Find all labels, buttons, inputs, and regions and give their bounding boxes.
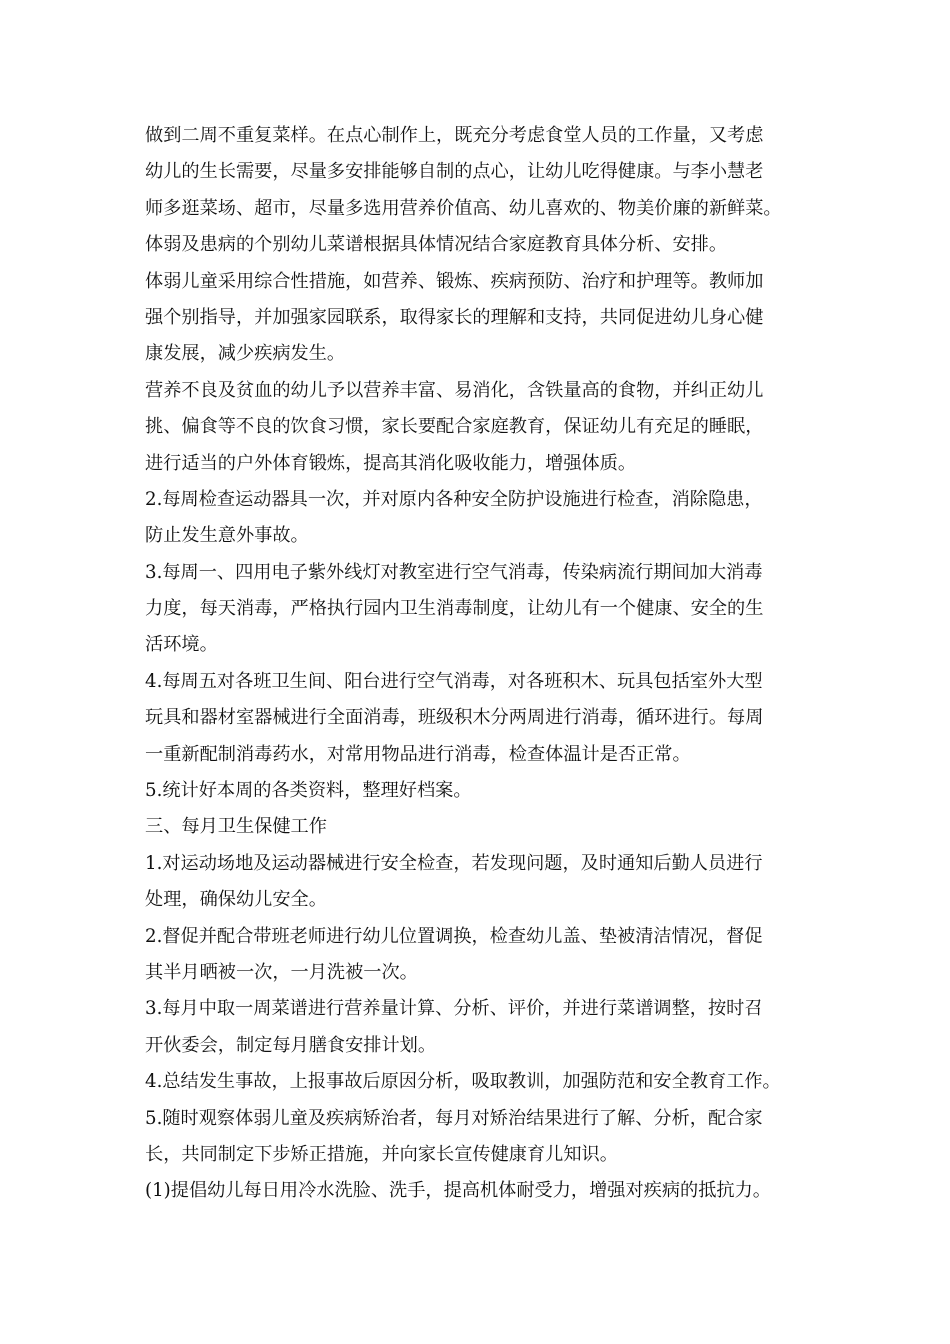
text-line: 处理，确保幼儿安全。: [145, 889, 327, 911]
text-line: 开伙委会，制定每月膳食安排计划。: [145, 1034, 437, 1056]
section-heading-monthly: [145, 809, 815, 845]
paragraph-monthly-item-4: [145, 1064, 815, 1100]
text-line: 3.每周一、四用电子紫外线灯对教室进行空气消毒，传染病流行期间加大消毒: [145, 561, 763, 583]
text-line: 师多逛菜场、超市，尽量多选用营养价值高、幼儿喜欢的、物美价廉的新鲜菜。: [145, 197, 782, 219]
text-line: 4.总结发生事故，上报事故后原因分析，吸取教训，加强防范和安全教育工作。: [145, 1071, 781, 1093]
text-line: 做到二周不重复菜样。在点心制作上，既充分考虑食堂人员的工作量，又考虑: [145, 125, 764, 146]
text-line: 5.随时观察体弱儿童及疾病矫治者，每月对矫治结果进行了解、分析，配合家: [145, 1107, 763, 1129]
paragraph-monthly-item-2: [145, 919, 815, 992]
paragraph-menu-variety: [145, 118, 815, 264]
text-line: 强个别指导，并加强家园联系，取得家长的理解和支持，共同促进幼儿身心健: [145, 306, 764, 328]
text-line: (1)提倡幼儿每日用冷水洗脸、洗手，提高机体耐受力，增强对疾病的抵抗力。: [145, 1180, 771, 1202]
text-line: 4.每周五对各班卫生间、阳台进行空气消毒，对各班积木、玩具包括室外大型: [145, 670, 763, 692]
paragraph-malnutrition: [145, 373, 815, 482]
paragraph-subitem-1: [145, 1173, 815, 1209]
text-line: 一重新配制消毒药水，对常用物品进行消毒，检查体温计是否正常。: [145, 743, 691, 765]
text-line: 1.对运动场地及运动器械进行安全检查，若发现问题，及时通知后勤人员进行: [145, 852, 763, 874]
text-line: 防止发生意外事故。: [145, 525, 309, 547]
document-body: [145, 118, 815, 1210]
text-line: 活环境。: [145, 634, 218, 656]
paragraph-weekly-item-5: [145, 773, 815, 809]
paragraph-monthly-item-3: [145, 991, 815, 1064]
text-line: 营养不良及贫血的幼儿予以营养丰富、易消化，含铁量高的食物，并纠正幼儿: [145, 379, 764, 401]
paragraph-monthly-item-1: [145, 846, 815, 919]
text-line: 体弱儿童采用综合性措施，如营养、锻炼、疾病预防、治疗和护理等。教师加: [145, 270, 764, 292]
text-line: 玩具和器材室器械进行全面消毒，班级积木分两周进行消毒，循环进行。每周: [145, 707, 764, 729]
text-line: 幼儿的生长需要，尽量多安排能够自制的点心，让幼儿吃得健康。与李小慧老: [145, 161, 764, 183]
text-line: 2.督促并配合带班老师进行幼儿位置调换，检查幼儿盖、垫被清洁情况，督促: [145, 925, 763, 947]
text-line: 进行适当的户外体育锻炼，提高其消化吸收能力，增强体质。: [145, 452, 637, 474]
text-line: 康发展，减少疾病发生。: [145, 343, 346, 365]
text-line: 3.每月中取一周菜谱进行营养量计算、分析、评价，并进行菜谱调整，按时召: [145, 998, 763, 1020]
paragraph-monthly-item-5: [145, 1101, 815, 1174]
text-line: 力度，每天消毒，严格执行园内卫生消毒制度，让幼儿有一个健康、安全的生: [145, 598, 764, 620]
paragraph-weak-children: [145, 264, 815, 373]
text-line: 挑、偏食等不良的饮食习惯，家长要配合家庭教育，保证幼儿有充足的睡眠，: [145, 416, 764, 438]
paragraph-weekly-item-3: [145, 555, 815, 664]
section-heading: 三、每月卫生保健工作: [145, 816, 327, 838]
text-line: 其半月晒被一次，一月洗被一次。: [145, 961, 418, 983]
text-line: 长，共同制定下步矫正措施，并向家长宣传健康育儿知识。: [145, 1143, 618, 1165]
text-line: 体弱及患病的个别幼儿菜谱根据具体情况结合家庭教育具体分析、安排。: [145, 234, 728, 256]
text-line: 2.每周检查运动器具一次，并对原内各种安全防护设施进行检查，消除隐患，: [145, 488, 763, 510]
paragraph-weekly-item-4: [145, 664, 815, 773]
text-line: 5.统计好本周的各类资料，整理好档案。: [145, 780, 472, 802]
paragraph-weekly-item-2: [145, 482, 815, 555]
